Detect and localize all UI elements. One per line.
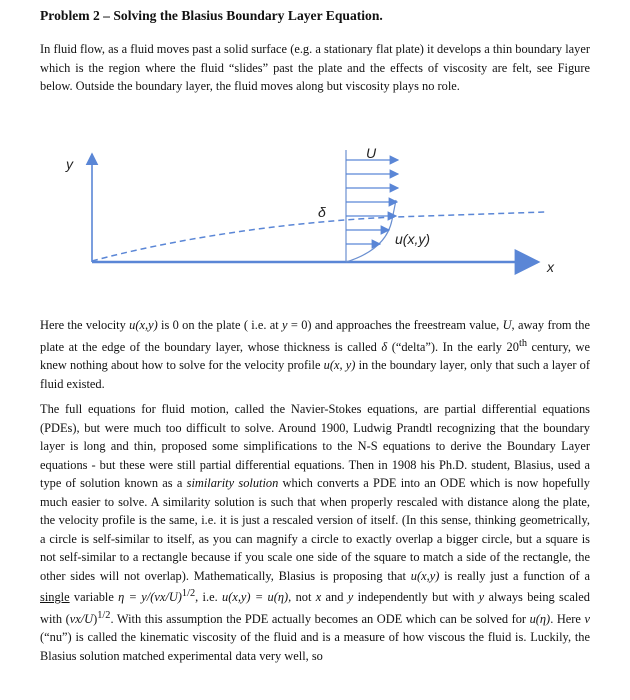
velocity-arrows xyxy=(346,160,398,244)
boundary-layer-figure xyxy=(50,140,570,290)
x-axis-label: x xyxy=(547,259,554,275)
problem-title: Problem 2 – Solving the Blasius Boundary Layer Equation. xyxy=(40,8,383,23)
velocity-paragraph: Here the velocity u(x,y) is 0 on the plate ( i.e. at y = 0) and approaches the freestream value, U, away from the plate at the edge of the boundary layer, whose thickness is called δ (“delta”). In the early 20th century, we knew nothing about how to solve for the velocity profile u(x, y) in the boundary layer, only that such a layer of fluid existed. xyxy=(40,318,591,391)
intro-paragraph: In fluid flow, as a fluid moves past a solid surface (e.g. a stationary flat plate) it develops a thin boundary layer which is the region where the fluid “slides” past the plate and the effects of viscosity are felt, see Figure below. Outside the boundary layer, the fluid moves along but viscosity plays no role. xyxy=(40,42,590,93)
figure-drawing xyxy=(50,140,570,290)
blasius-paragraph: The full equations for fluid motion, called the Navier-Stokes equations, are partial differential equations (PDEs), but were much too difficult to solve. Around 1900, Ludwig Prandtl recognizing that the boundary layer is long and thin, proposed some simplifications to the N-S equations to derive the Boundary Layer equations - but these were still partial differential equations. Then in 1908 his Ph.D. student, Blasius, used a type of solution known as a similarity solution which converts a PDE into an ODE which is now hopefully much easier to solve. A similarity solution is such that when properly rescaled with distance along the plate, the velocity profile is the same, i.e. it is just a rescaled version of itself. (In this sense, thinking geometrically, a circle is self-similar to itself, as you can magnify a circle to exactly overlap a bigger circle, but a square is not self-similar to a rectangle because if you scale one side of the square to match a side of the rectangle, the other sides will not overlap). Mathematically, Blasius is proposing that u(x,y) is really just a function of a single variable $\eta = y/(\nu x/U)^{1/2}$, i.e. u(x,y) = u(η), not x and y independently but with y always being scaled with $(\nu x/U)^{1/2}$. With this assumption the PDE actually becomes an ODE which can be solved for u(η). Here ν (“nu”) is called the kinematic viscosity of the fluid and is a measure of how viscous the fluid is. Luckily, the Blasius solution matched experimental data very well, so xyxy=(40,402,591,663)
y-axis-label: y xyxy=(66,156,73,172)
freestream-U-label: U xyxy=(366,145,377,161)
delta-label: δ xyxy=(318,204,326,220)
velocity-profile-label: u(x,y) xyxy=(395,231,430,247)
velocity-profile-curve xyxy=(346,200,396,262)
